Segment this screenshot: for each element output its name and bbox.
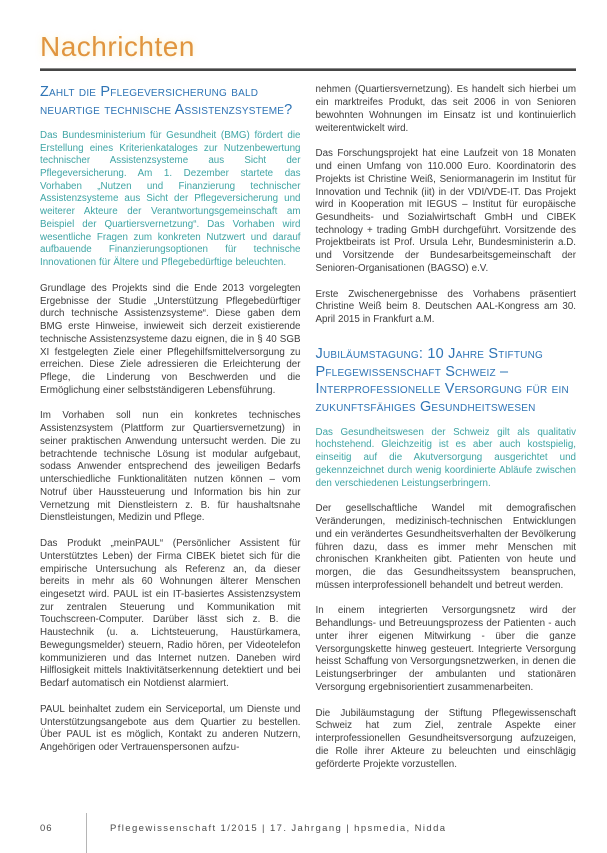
article-2-paragraph: Der gesellschaftliche Wandel mit demografischen Veränderungen, medizinisch-technischen Entwicklungen und ein verändertes Gesundheitsverhalten der Bevölkerung führen dazu, dass es immer mehr Menschen mit chronischen Krankheiten gibt. Patienten von heute und morgen, die das Gesundheitssystem beanspruchen, müssen interprofessionell behandelt und betreut werden. (315, 503, 576, 591)
article-1-paragraph: Im Vorhaben soll nun ein konkretes technisches Assistenzsystem (Plattform zur Quartiersvernetzung) in seiner praktischen Anwendung untersucht werden. Die zu betrachtende technische Lösung ist modular aufgebaut, sodass Anwender entsprechend des jeweiligen Bedarfs unterschiedliche Funktionalitäten nutzen können – vom Notruf über Haussteuerung und Information bis hin zur Vernetzung mit Dienstleistern z. B. für haushaltsnahe Dienstleistungen, Medizin und Pflege. (40, 410, 301, 524)
article-1-paragraph: Das Produkt „meinPAUL“ (Persönlicher Assistent für Unterstütztes Leben) der Firma CIBEK bietet sich für die empirische Untersuchung als Referenz an, da dieser bereits in mehr als 60 Wohnungen älterer Menschen eingesetzt wird. PAUL ist ein IT-basiertes Assistenzsystem zur zentralen Steuerung und Kommunikation mit Touchscreen-Computer. Darüber lässt sich z. B. die Haustechnik (u. a. Lichtsteuerung, Haustürkamera, Bewegungsmelder) steuern, Radio hören, per Videotelefon kommunizieren und das Internet nutzen. Daneben wird Hilflosigkeit mittels Inaktivitätserkennung detektiert und bei Bedarf automatisch ein Notdienst alarmiert. (40, 538, 301, 690)
right-column (316, 84, 577, 784)
two-column-layout (40, 84, 576, 784)
page-footer (0, 809, 607, 853)
article-1-lead-paragraph: Das Bundesministerium für Gesundheit (BMG) fördert die Erstellung eines Kriterienkataloges zur Nutzenbewertung technischer Assistenzsysteme aus Sicht der Pflegeversicherung. Am 1. Dezember startete das Vorhaben „Nutzen und Finanzierung technischer Assistenzsysteme aus Sicht der Pflegeversicherung und weiterer Akteure der Verantwortungsgemeinschaft am Beispiel der Quartiersvernetzung“. Das Vorhaben wird wesentliche Fragen zum konkreten Nutzwert und darauf aufbauende Finanzierungsoptionen für technische Innovationen für Ältere und Pflegebedürftige beleuchten. (40, 129, 301, 269)
article-1-paragraph: Grundlage des Projekts sind die Ende 2013 vorgelegten Ergebnisse der Studie „Unterstützung Pflegebedürftiger durch technische Assistenzsysteme“. Diese gaben dem BMG erste Hinweise, inwieweit sich derzeit existierende technische Assistenzsysteme dazu eignen, die in § 40 SGB XI festgelegten Ziele einer Pflegehilfsmittelversorgung zu erreichen. Diese Ziele adressieren die Erleichterung der Pflege, die Linderung von Beschwerden und die Ermöglichung einer selbstständigeren Lebensführung. (40, 282, 301, 396)
article-1-paragraph: PAUL beinhaltet zudem ein Serviceportal, um Dienste und Unterstützungsangebote aus dem Quartier zu bestellen. Über PAUL ist es möglich, Kontakt zu anderen Nutzern, Angehörigen oder Vertrauenspersonen aufzu- (40, 703, 301, 754)
title-divider (40, 68, 576, 71)
article-1-paragraph: Erste Zwischenergebnisse des Vorhabens präsentiert Christine Weiß beim 8. Deutschen AAL-Kongress am 30. April 2015 in Frankfurt a.M. (315, 288, 576, 326)
left-column (40, 84, 301, 784)
page-number: 06 (40, 823, 53, 834)
article-2-paragraph: In einem integrierten Versorgungsnetz wird der Behandlungs- und Betreuungsprozess der Patienten - auch unter ihrer eigenen Mitwirkung - über die ganze Versorgungskette hinweg gesteuert. Integrierte Versorgung heisst Schaffung von Versorgungsnetzwerken, in denen die Leistungserbringer der ambulanten und stationären Versorgung ergebnisorientiert zusammenarbeiten. (315, 605, 576, 693)
article-2-heading: Jubiläumstagung: 10 Jahre Stiftung Pflegewissenschaft Schweiz – Interprofessionelle Versorgung für ein zukunftsfähiges Gesundheitswesen (315, 345, 569, 415)
article-1-paragraph: Das Forschungsprojekt hat eine Laufzeit von 18 Monaten und einen Umfang von 110.000 Euro. Koordinatorin des Projekts ist Christine Weiß, Seniormanagerin im Institut für Innovation und Technik (iit) in der VDI/VDE-IT. Das Projekt wird in Kooperation mit IEGUS – Institut für europäische Gesundheits- und Sozialwirtschaft GmbH und CIBEK technology + trading GmbH durchgeführt. Vorsitzende des Projektbeirats ist Prof. Ursula Lehr, Bundesministerin a.D. und Vorsitzende der Bundesarbeitsgemeinschaft der Senioren-Organisationen (BAGSO) e.V. (315, 148, 576, 274)
article-2-paragraph: Die Jubiläumstagung der Stiftung Pflegewissenschaft Schweiz hat zum Ziel, zentrale Aspekte einer interprofessionellen Gesundheitsversorgung aufzuzeigen, die Rolle ihrer Akteure zu beleuchten und einschlägig geförderte Projekte vorzustellen. (315, 707, 576, 770)
article-1-paragraph-continued: nehmen (Quartiersvernetzung). Es handelt sich hierbei um ein marktreifes Produkt, das seit 2006 in von Senioren bewohnten Wohnungen im Einsatz ist und kontinuierlich weiterentwickelt wird. (315, 84, 576, 134)
journal-info: Pflegewissenschaft 1/2015 | 17. Jahrgang | hpsmedia, Nidda (110, 823, 447, 834)
footer-divider (86, 813, 87, 853)
article-2-lead-paragraph: Das Gesundheitswesen der Schweiz gilt als qualitativ hochstehend. Gleichzeitig ist es aber auch kostspielig, einseitig auf die Akutversorgung ausgerichtet und gekennzeichnet durch wenig koordinierte Abläufe zwischen den verschiedenen Leistungserbringern. (315, 426, 576, 489)
section-title: Nachrichten (40, 31, 195, 62)
page-content (40, 32, 576, 784)
article-1-heading: Zahlt die Pflegeversicherung bald neuartige technische Assistenzsysteme? (40, 84, 293, 119)
